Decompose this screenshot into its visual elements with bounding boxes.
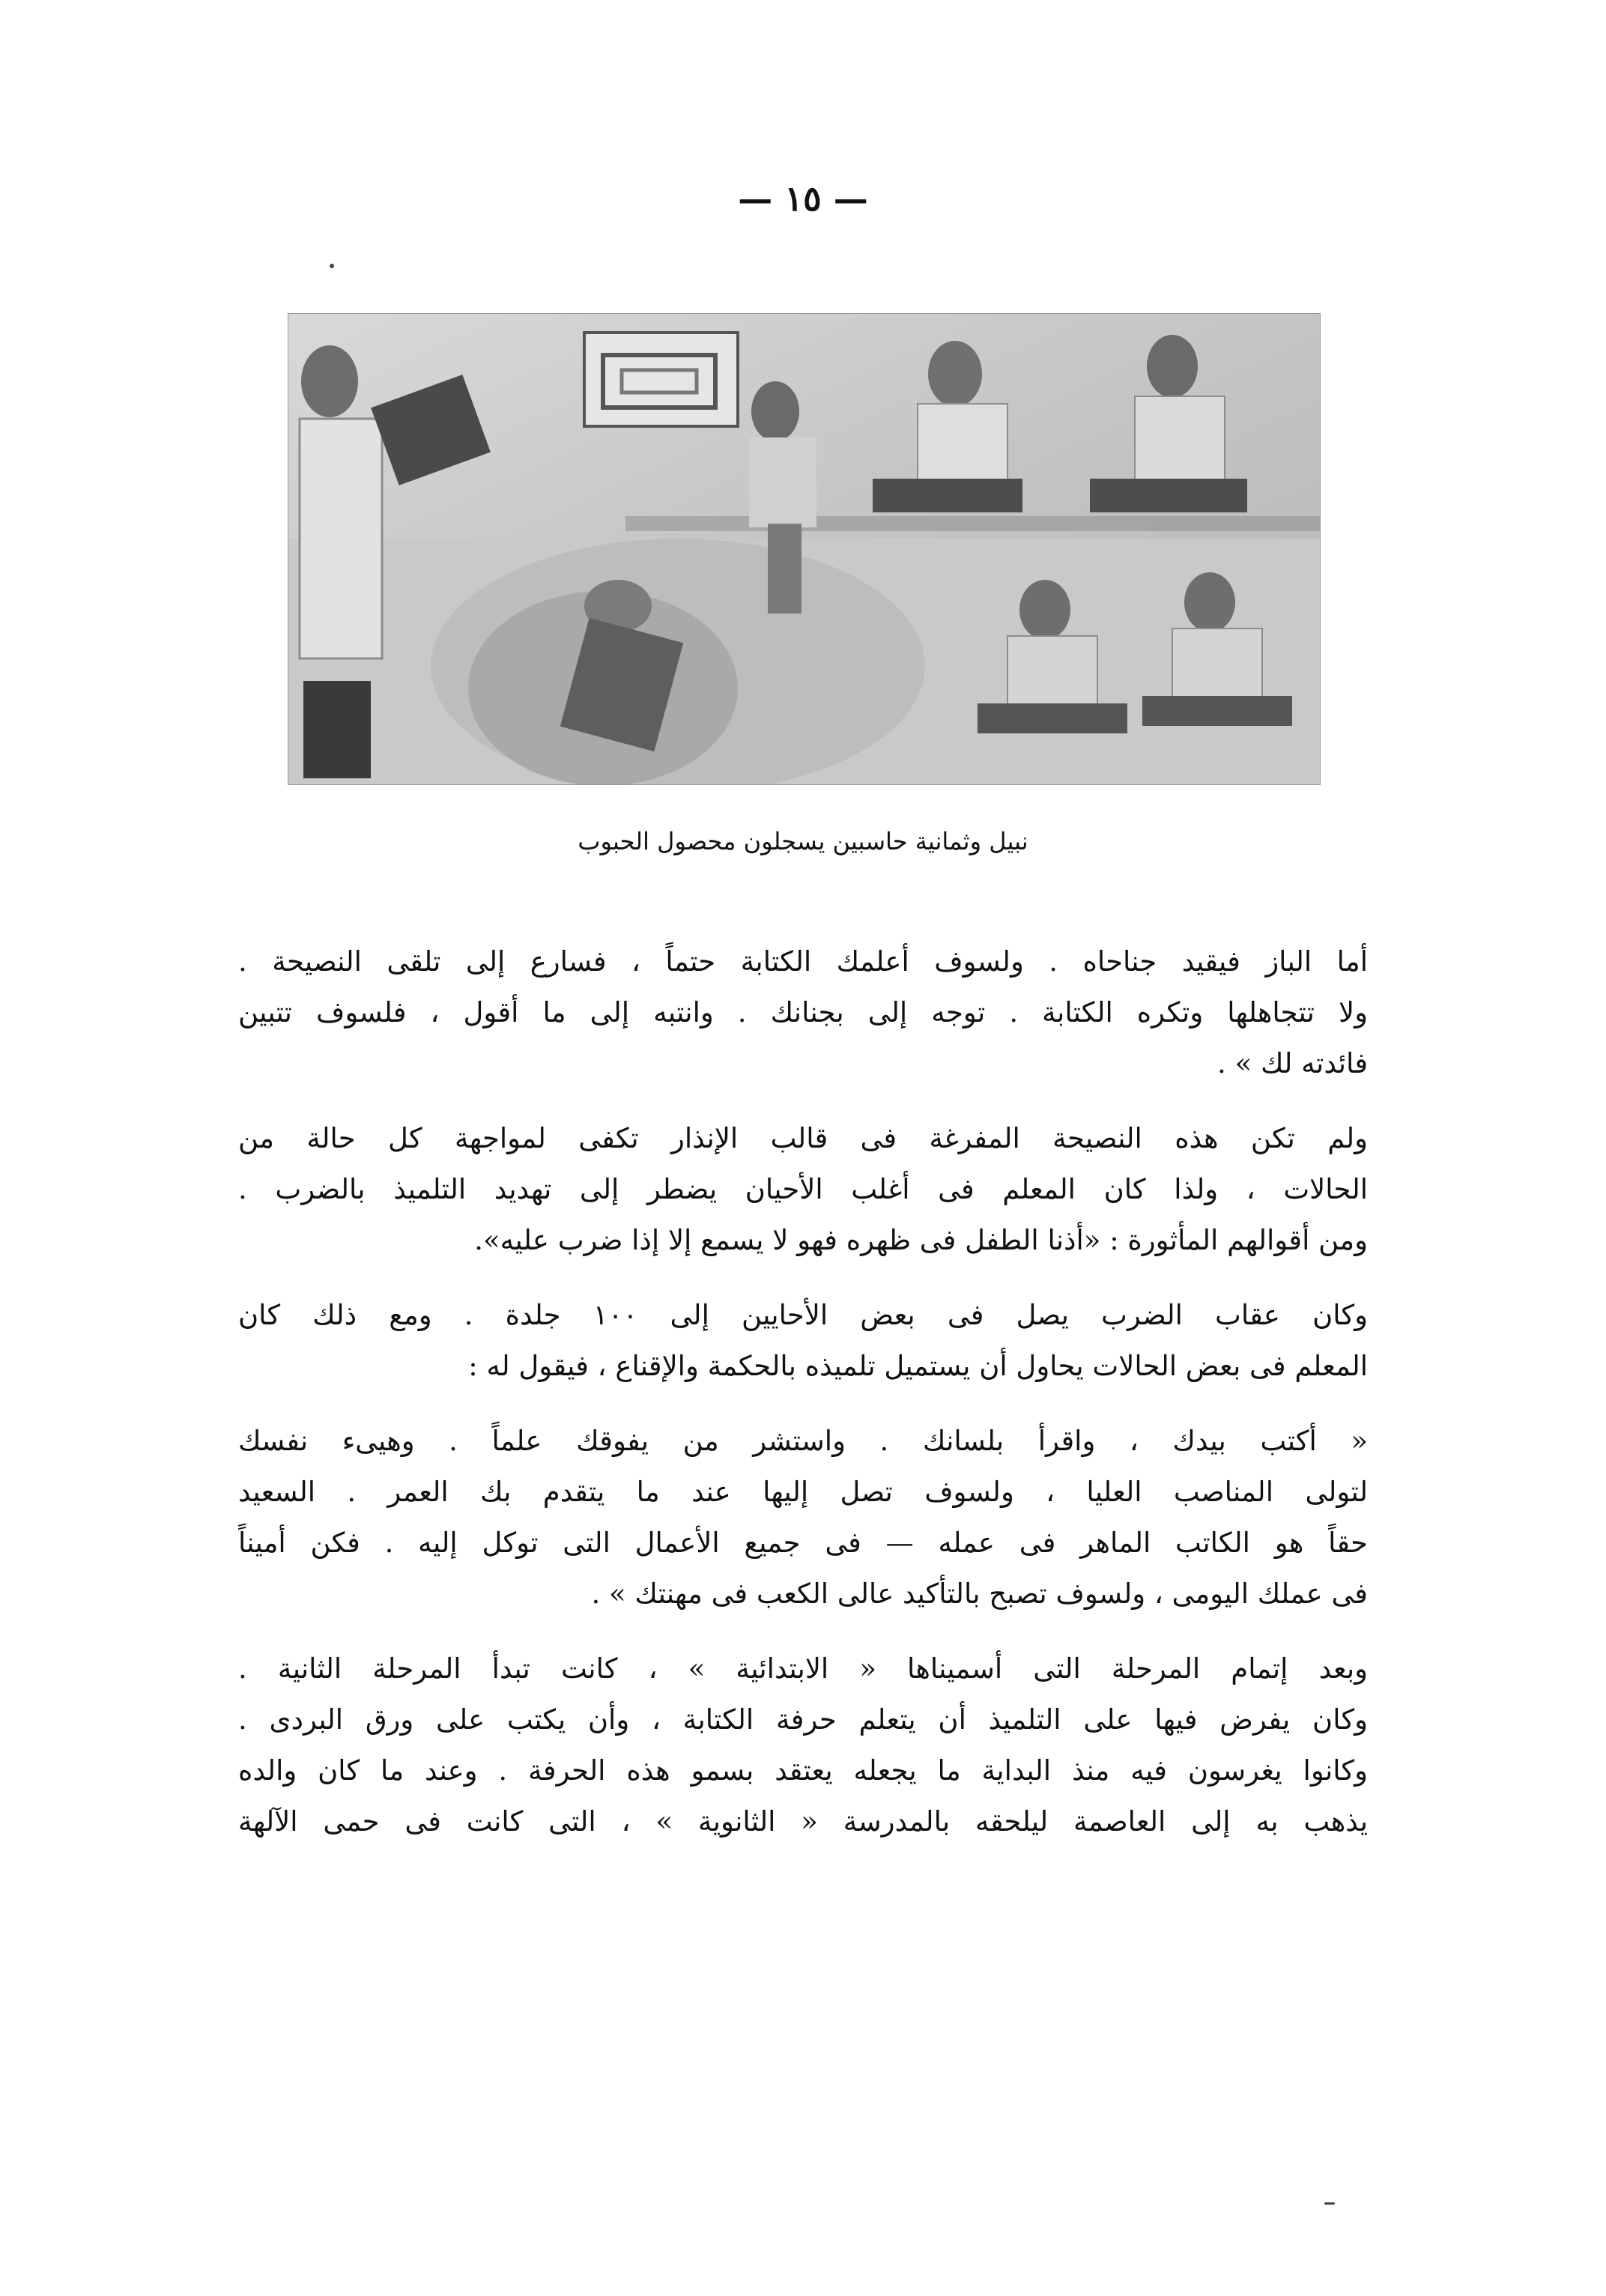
text-line: المعلم فى بعض الحالات يحاول أن يستميل تلميذه بالحكمة والإقناع ، فيقول له : <box>468 1350 1368 1382</box>
text-line: ولم تكن هذه النصيحة المفرغة فى قالب الإنذار تكفى لمواجهة كل حالة من <box>238 1122 1368 1154</box>
text-line: وكان عقاب الضرب يصل فى بعض الأحايين إلى ١٠٠ جلدة . ومع ذلك كان <box>238 1299 1368 1331</box>
text-line: يذهب به إلى العاصمة ليلحقه بالمدرسة « الثانوية » ، التى كانت فى حمى الآلهة <box>238 1805 1368 1838</box>
text-line: ولا تتجاهلها وتكره الكتابة . توجه إلى بجنانك . وانتبه إلى ما أقول ، فلسوف تتبين <box>238 996 1368 1029</box>
scan-speck <box>330 264 334 268</box>
text-line: وكانوا يغرسون فيه منذ البداية ما يجعله يعتقد بسمو هذه الحرفة . وعند ما كان والده <box>238 1754 1368 1787</box>
text-line: ومن أقوالهم المأثورة : «أذنا الطفل فى ظهره فهو لا يسمع إلا إذا ضرب عليه». <box>474 1224 1368 1256</box>
text-line: فائدته لك » . <box>1217 1047 1368 1079</box>
paragraph <box>238 1113 1368 1266</box>
text-line: فى عملك اليومى ، ولسوف تصبح بالتأكيد عالى الكعب فى مهنتك » . <box>591 1578 1368 1610</box>
text-line: وبعد إتمام المرحلة التى أسميناها « الابتدائية » ، كانت تبدأ المرحلة الثانية . <box>238 1653 1368 1685</box>
text-line: لتولى المناصب العليا ، ولسوف تصل إليها عند ما يتقدم بك العمر . السعيد <box>238 1476 1368 1508</box>
paragraph <box>238 1290 1368 1392</box>
text-line: حقاً هو الكاتب الماهر فى عمله — فى جميع الأعمال التى توكل إليه . فكن أميناً <box>238 1527 1368 1559</box>
figure-caption: نبيل وثمانية حاسبين يسجلون محصول الحبوب <box>578 827 1028 855</box>
main-text <box>238 936 1368 1871</box>
paragraph <box>238 936 1368 1089</box>
illustration-photo <box>288 313 1321 785</box>
scribes-illustration <box>288 314 1320 784</box>
paragraph <box>238 1644 1368 1847</box>
text-line: وكان يفرض فيها على التلميذ أن يتعلم حرفة الكتابة ، وأن يكتب على ورق البردى . <box>238 1703 1368 1736</box>
scan-speck <box>1324 2202 1335 2205</box>
text-line: « أكتب بيدك ، واقرأ بلسانك . واستشر من يفوقك علماً . وهيىء نفسك <box>238 1425 1368 1457</box>
text-line: أما الباز فيقيد جناحاه . ولسوف أعلمك الكتابة حتماً ، فسارع إلى تلقى النصيحة . <box>238 945 1368 978</box>
page-number: — ١٥ — <box>738 178 868 219</box>
text-line: الحالات ، ولذا كان المعلم فى أغلب الأحيان يضطر إلى تهديد التلميذ بالضرب . <box>238 1173 1368 1205</box>
paragraph <box>238 1416 1368 1620</box>
